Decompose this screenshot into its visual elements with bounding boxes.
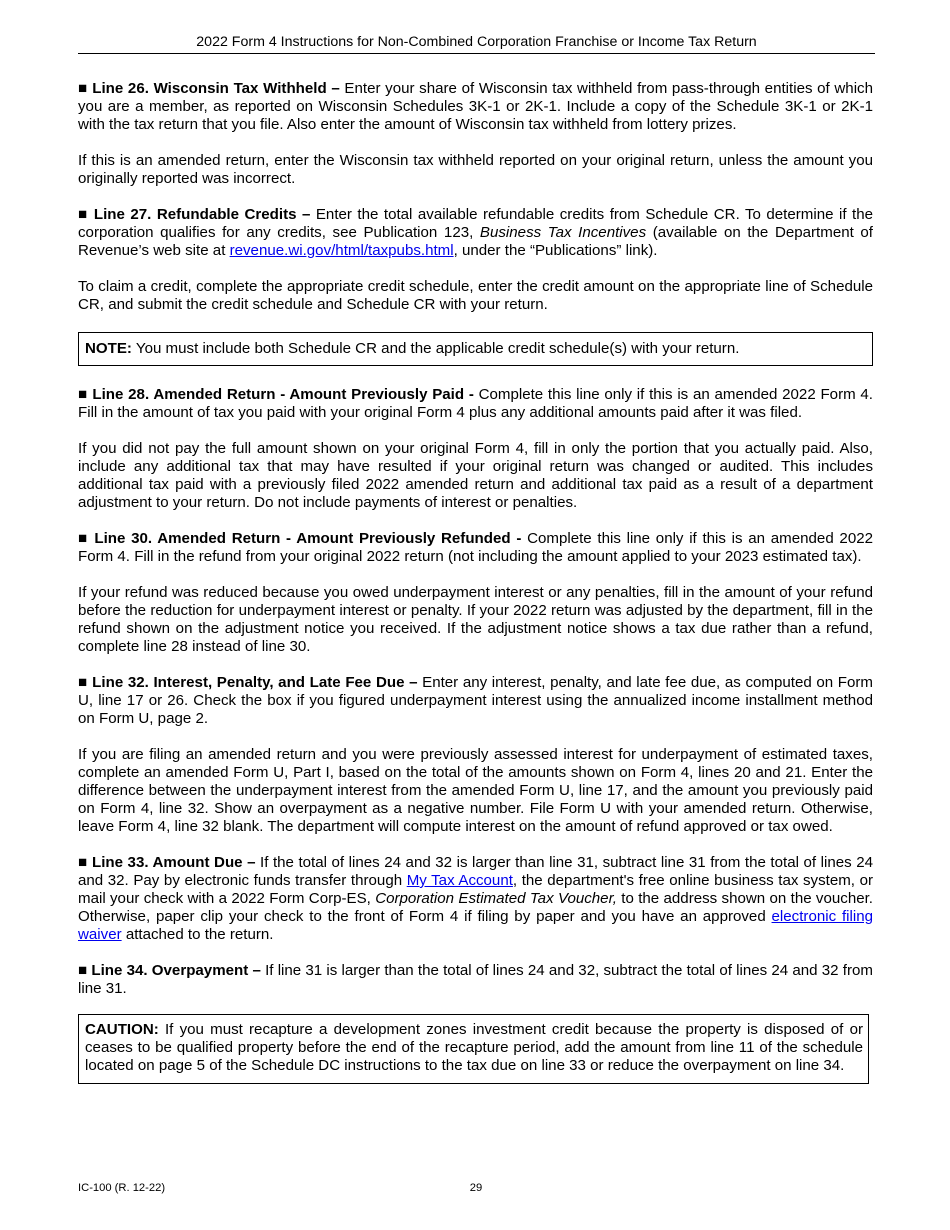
line-27-heading: ■ Line 27. Refundable Credits – bbox=[78, 206, 311, 223]
line-30-heading: ■ Line 30. Amended Return - Amount Previously Refunded - bbox=[78, 530, 522, 547]
line-33-paragraph bbox=[78, 854, 873, 944]
electronic-filing-waiver-link[interactable]: electronic filing waiver bbox=[78, 908, 873, 943]
line-33-text-c: to the address shown on the voucher. Otherwise, paper clip your check to the front of Form 4 if filing by paper and you have an approved bbox=[78, 890, 873, 925]
voucher-title: Corporation Estimated Tax Voucher, bbox=[375, 890, 617, 907]
line-34-text: If line 31 is larger than the total of lines 24 and 32, subtract the total of lines 24 and 32 from line 31. bbox=[78, 962, 873, 997]
line-32-amended-paragraph: If you are filing an amended return and you were previously assessed interest for underpayment of estimated taxes, complete an amended Form U, Part I, based on the total of the amounts shown on Form 4, lines 20 and 21. Enter the difference between the underpayment interest from the amended Form U, line 17, and the amount you previously paid on Form 4, line 32. Show an overpayment as a negative number. File Form U with your amended return. Otherwise, leave Form 4, line 32 blank. The department will compute interest on the amount of refund approved or tax owed. bbox=[78, 746, 873, 835]
line-27-paragraph bbox=[78, 206, 873, 260]
line-26-paragraph bbox=[78, 80, 873, 134]
line-27-text-b: (available on the Department of Revenue’s web site at bbox=[78, 224, 873, 259]
publication-title: Business Tax Incentives bbox=[479, 224, 647, 241]
page-header: 2022 Form 4 Instructions for Non-Combined Corporation Franchise or Income Tax Return bbox=[78, 33, 875, 54]
line-33-text-a: If the total of lines 24 and 32 is larger than line 31, subtract line 31 from the total of lines 24 and 32. Pay by electronic funds transfer through bbox=[78, 854, 873, 889]
note-text: You must include both Schedule CR and the applicable credit schedule(s) with your return. bbox=[131, 340, 740, 357]
line-27-text-a: Enter the total available refundable credits from Schedule CR. To determine if the corporation qualifies for any credits, see Publication 123, bbox=[78, 206, 873, 241]
line-28-heading: ■ Line 28. Amended Return - Amount Previously Paid - bbox=[78, 386, 474, 403]
form-id-footer: IC-100 (R. 12-22) bbox=[78, 1182, 166, 1194]
line-26-amended-paragraph: If this is an amended return, enter the Wisconsin tax withheld reported on your original return, unless the amount you originally reported was incorrect. bbox=[78, 152, 873, 187]
line-34-heading: ■ Line 34. Overpayment – bbox=[78, 962, 261, 979]
line-28-text: Complete this line only if this is an amended 2022 Form 4. Fill in the amount of tax you paid with your original Form 4 plus any additional amounts paid after it was filed. bbox=[78, 386, 873, 421]
line-33-heading: ■ Line 33. Amount Due – bbox=[78, 854, 256, 871]
line-30-detail-paragraph: If your refund was reduced because you owed underpayment interest or any penalties, fill in the amount of your refund before the reduction for underpayment interest or penalty. If your 2022 return was adjusted by the department, fill in the refund shown on the adjustment notice you received. If the adjustment notice shows a tax due rather than a refund, complete line 28 instead of line 30. bbox=[78, 584, 873, 655]
line-34-paragraph bbox=[78, 962, 873, 998]
line-33-text-d: attached to the return. bbox=[121, 926, 274, 943]
line-28-detail-paragraph: If you did not pay the full amount shown on your original Form 4, fill in only the portion that you actually paid. Also, include any additional tax that may have resulted if your original return was changed or audited. This includes additional tax paid with a previously filed 2022 amended return and additional tax paid as a result of a department adjustment to your return. Do not include payments of interest or penalties. bbox=[78, 440, 873, 511]
line-26-text: Enter your share of Wisconsin tax withheld from pass-through entities of which you are a member, as reported on Wisconsin Schedules 3K-1 or 2K-1. Include a copy of the Schedule 3K-1 or 2K-1 with the tax return that you file. Also enter the amount of Wisconsin tax withheld from lottery prizes. bbox=[78, 80, 874, 133]
my-tax-account-link[interactable]: My Tax Account bbox=[406, 872, 513, 889]
line-32-paragraph bbox=[78, 674, 873, 728]
line-27-claim-paragraph: To claim a credit, complete the appropriate credit schedule, enter the credit amount on the appropriate line of Schedule CR, and submit the credit schedule and Schedule CR with your return. bbox=[78, 278, 873, 313]
line-30-text: Complete this line only if this is an amended 2022 Form 4. Fill in the refund from your original 2022 return (not including the amount applied to your 2023 estimated tax). bbox=[78, 530, 874, 565]
taxpubs-link[interactable]: revenue.wi.gov/html/taxpubs.html bbox=[229, 242, 454, 259]
caution-text: If you must recapture a development zones investment credit because the property is disposed of or ceases to be qualified property before the end of the recapture period, add the amount from line 11 of the schedule located on page 5 of the Schedule DC instructions to the tax due on line 33 or reduce the overpayment on line 34. bbox=[85, 1021, 863, 1074]
note-label: NOTE: bbox=[85, 340, 132, 357]
line-32-heading: ■ Line 32. Interest, Penalty, and Late Fee Due – bbox=[78, 674, 418, 691]
caution-label: CAUTION: bbox=[85, 1021, 159, 1038]
line-32-text: Enter any interest, penalty, and late fee due, as computed on Form U, line 17 or 26. Check the box if you figured underpayment interest using the annualized income installment method on Form U, page 2. bbox=[78, 674, 874, 727]
line-27-text-c: , under the “Publications” link). bbox=[453, 242, 658, 259]
page-number: 29 bbox=[469, 1182, 483, 1194]
line-26-heading: ■ Line 26. Wisconsin Tax Withheld – bbox=[78, 80, 340, 97]
caution-box bbox=[78, 1014, 869, 1084]
note-box bbox=[78, 332, 873, 366]
line-30-paragraph bbox=[78, 530, 873, 566]
line-33-text-b: , the department's free online business tax system, or mail your check with a 2022 Form Corp-ES, bbox=[78, 872, 873, 907]
instructions-body bbox=[78, 80, 873, 1104]
line-28-paragraph bbox=[78, 386, 873, 422]
